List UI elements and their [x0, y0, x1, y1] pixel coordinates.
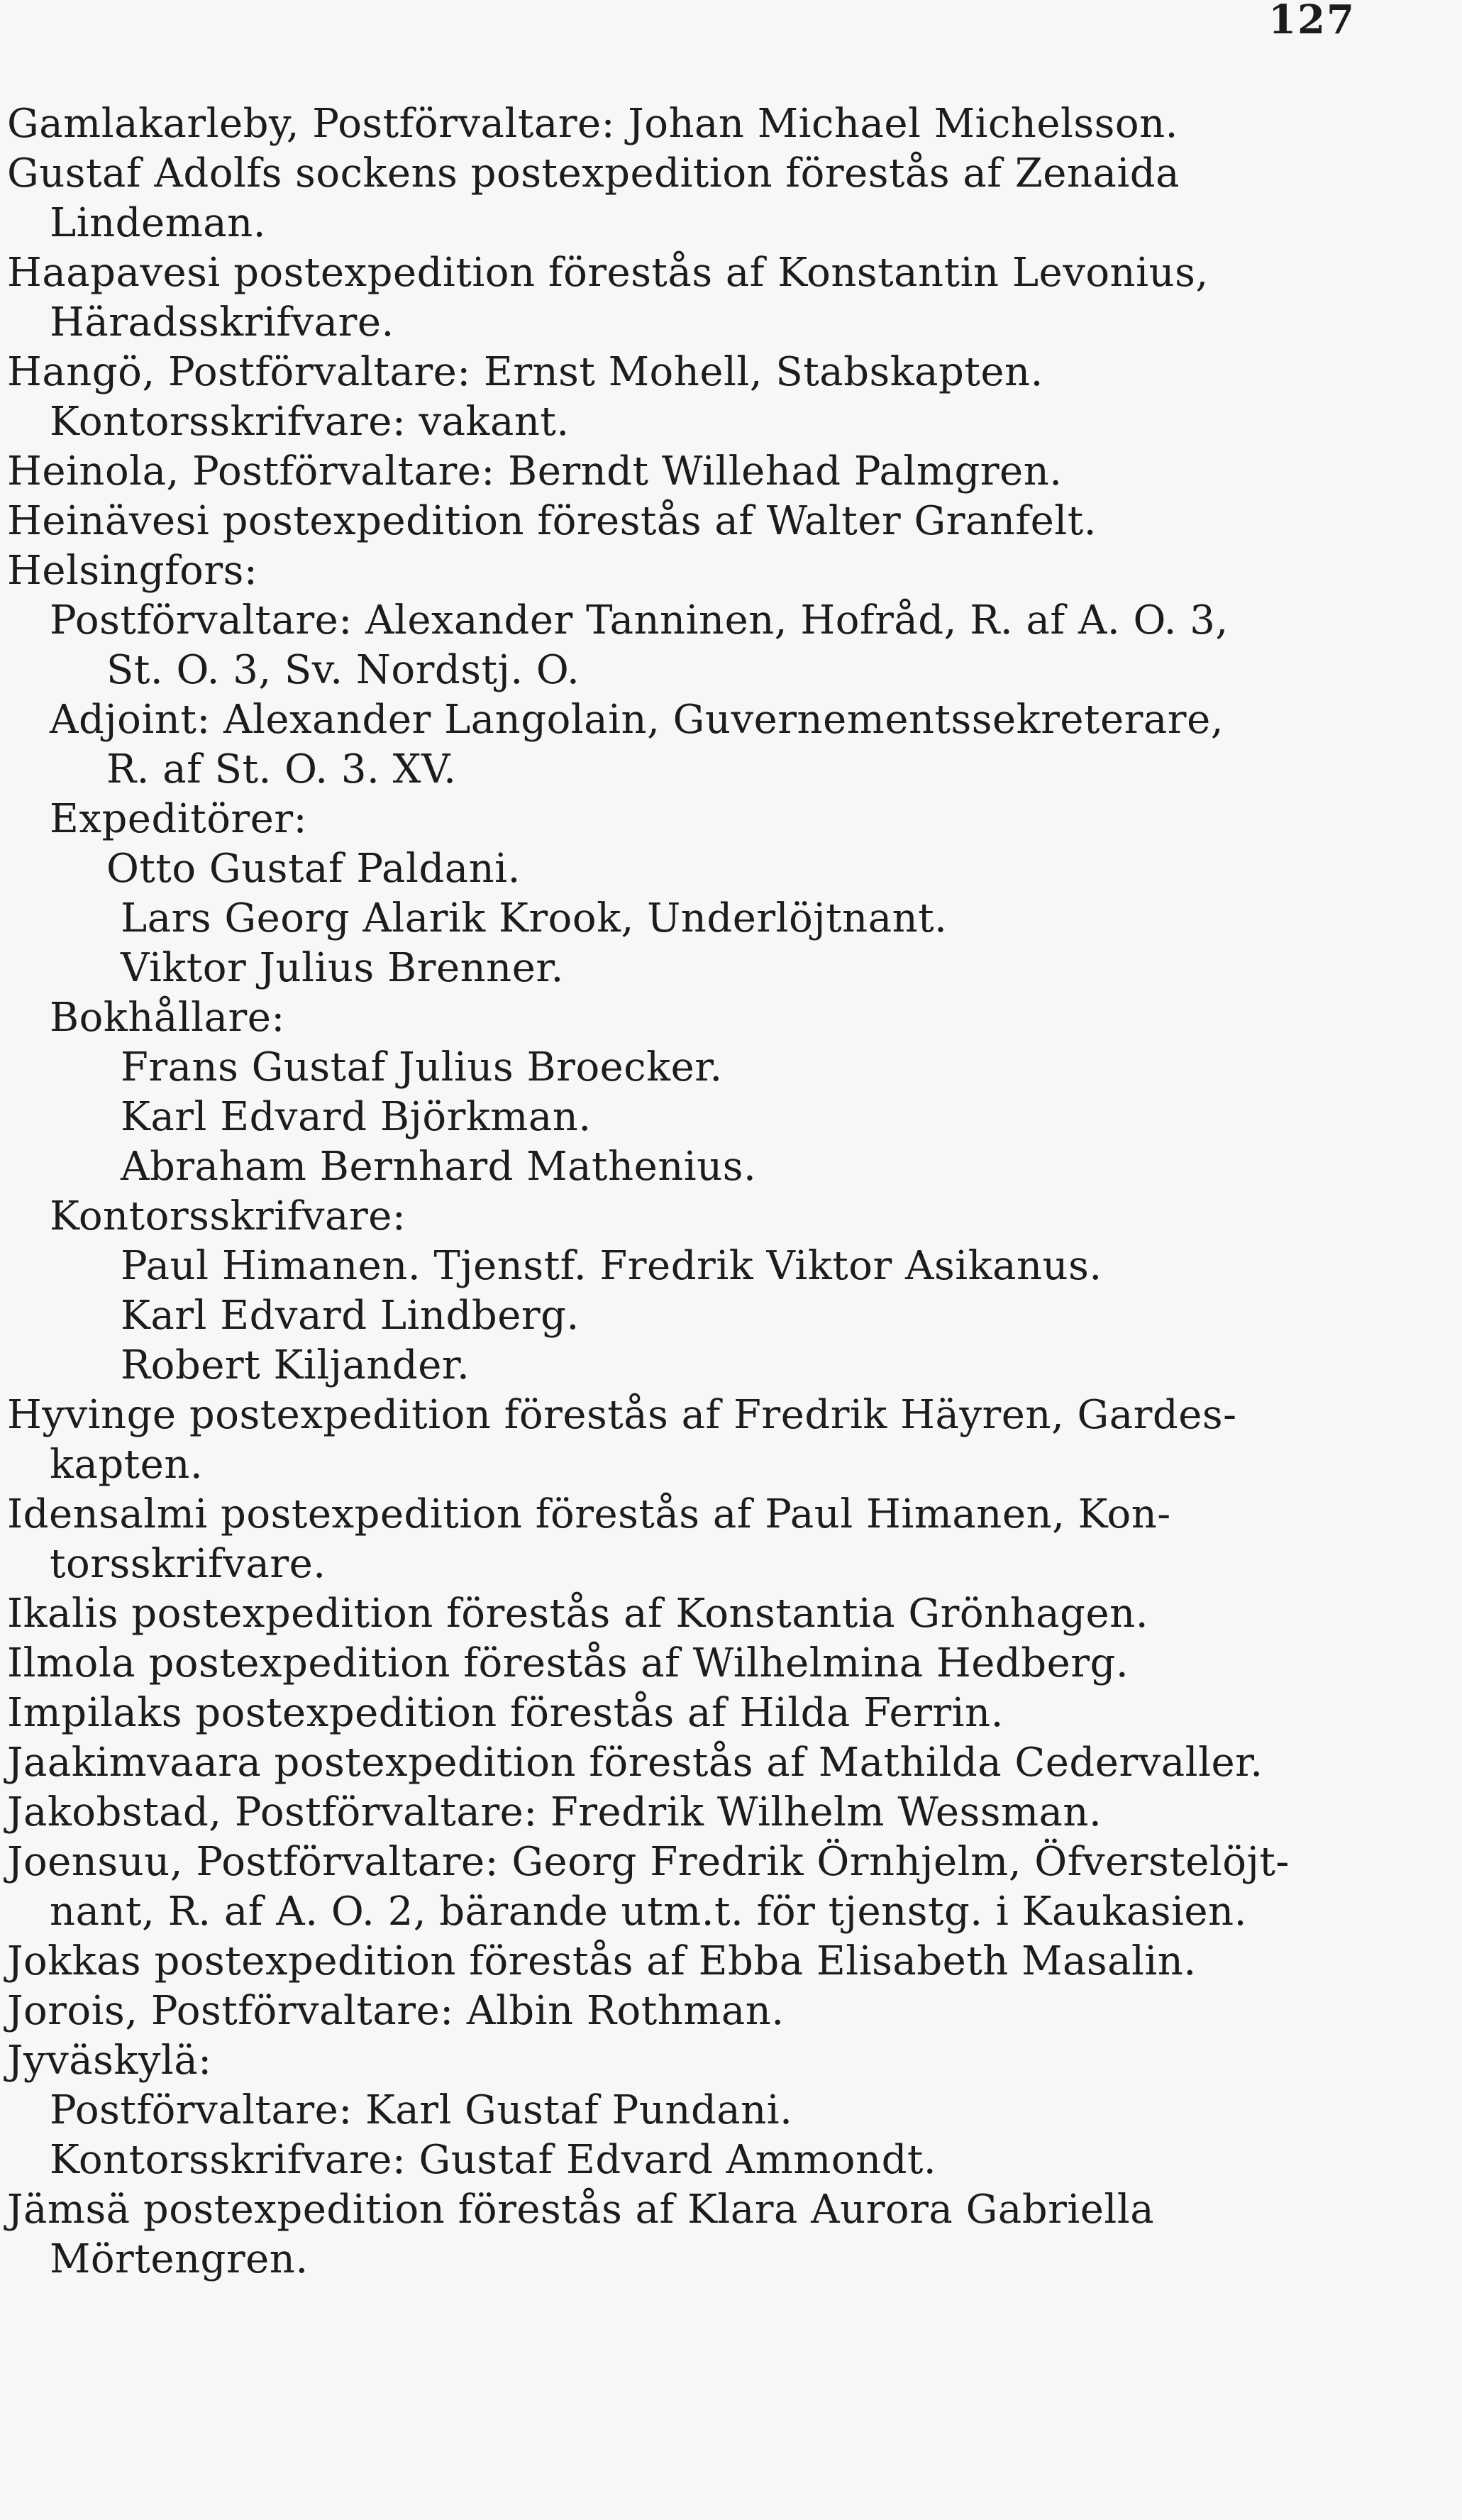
entry-impilaks: Impilaks postexpedition förestås af Hilda Ferrin.	[7, 1690, 1004, 1736]
entry-heinavesi: Heinävesi postexpedition förestås af Walter Granfelt.	[7, 498, 1097, 544]
bokhallare-item: Abraham Bernhard Mathenius.	[121, 1144, 757, 1190]
entry-joensuu-cont: nant, R. af A. O. 2, bärande utm.t. för tjenstg. i Kaukasien.	[50, 1889, 1247, 1935]
helsingfors-expeditorer-heading: Expeditörer:	[50, 796, 307, 842]
helsingfors-adjoint-cont: R. af St. O. 3. XV.	[106, 746, 457, 792]
kontorsskrifvare-item: Paul Himanen. Tjenstf. Fredrik Viktor Asikanus.	[121, 1243, 1102, 1289]
entry-idensalmi-cont: torsskrifvare.	[50, 1541, 326, 1587]
expeditor-item: Viktor Julius Brenner.	[121, 945, 564, 991]
bokhallare-item: Karl Edvard Björkman.	[121, 1094, 592, 1140]
entry-gustaf-adolfs: Gustaf Adolfs sockens postexpedition förestås af Zenaida	[7, 150, 1180, 197]
entry-jorois: Jorois, Postförvaltare: Albin Rothman.	[7, 1988, 785, 2034]
helsingfors-postforvaltare-cont: St. O. 3, Sv. Nordstj. O.	[106, 647, 580, 693]
entry-joensuu: Joensuu, Postförvaltare: Georg Fredrik Örnhjelm, Öfverstelöjt-	[7, 1839, 1290, 1885]
helsingfors-kontorsskrifvare-heading: Kontorsskrifvare:	[50, 1193, 406, 1239]
page-number: 127	[1268, 0, 1356, 43]
entry-jamsa-cont: Mörtengren.	[50, 2236, 309, 2282]
entry-hyvinge: Hyvinge postexpedition förestås af Fredrik Häyren, Gardes-	[7, 1392, 1237, 1438]
document-body	[7, 99, 1426, 2284]
entry-hango-cont: Kontorsskrifvare: vakant.	[50, 399, 570, 445]
entry-gustaf-adolfs-cont: Lindeman.	[50, 200, 267, 246]
entry-idensalmi: Idensalmi postexpedition förestås af Paul Himanen, Kon-	[7, 1491, 1171, 1537]
entry-jakobstad: Jakobstad, Postförvaltare: Fredrik Wilhelm Wessman.	[7, 1789, 1102, 1835]
entry-jamsa: Jämsä postexpedition förestås af Klara Aurora Gabriella	[7, 2187, 1155, 2233]
entry-jyvaskyla: Jyväskylä:	[7, 2038, 212, 2084]
expeditor-item: Lars Georg Alarik Krook, Underlöjtnant.	[121, 895, 948, 941]
entry-ilmola: Ilmola postexpedition förestås af Wilhelmina Hedberg.	[7, 1640, 1129, 1686]
kontorsskrifvare-item: Robert Kiljander.	[121, 1342, 470, 1388]
helsingfors-postforvaltare: Postförvaltare: Alexander Tanninen, Hofråd, R. af A. O. 3,	[50, 597, 1229, 643]
entry-jaakimvaara: Jaakimvaara postexpedition förestås af Mathilda Cedervaller.	[7, 1740, 1263, 1786]
entry-jokkas: Jokkas postexpedition förestås af Ebba Elisabeth Masalin.	[7, 1938, 1197, 1984]
helsingfors-bokhallare-heading: Bokhållare:	[50, 995, 285, 1041]
entry-hango: Hangö, Postförvaltare: Ernst Mohell, Stabskapten.	[7, 349, 1043, 395]
helsingfors-adjoint: Adjoint: Alexander Langolain, Guvernementssekreterare,	[50, 697, 1224, 743]
entry-haapavesi: Haapavesi postexpedition förestås af Konstantin Levonius,	[7, 250, 1209, 296]
jyvaskyla-kontorsskrifvare: Kontorsskrifvare: Gustaf Edvard Ammondt.	[50, 2137, 937, 2183]
jyvaskyla-postforvaltare: Postförvaltare: Karl Gustaf Pundani.	[50, 2087, 793, 2133]
entry-gamlakarleby: Gamlakarleby, Postförvaltare: Johan Michael Michelsson.	[7, 101, 1178, 147]
entry-heinola: Heinola, Postförvaltare: Berndt Willehad Palmgren.	[7, 448, 1063, 494]
entry-hyvinge-cont: kapten.	[50, 1442, 204, 1488]
expeditor-item: Otto Gustaf Paldani.	[106, 846, 521, 892]
bokhallare-item: Frans Gustaf Julius Broecker.	[121, 1044, 723, 1090]
kontorsskrifvare-item: Karl Edvard Lindberg.	[121, 1293, 580, 1339]
entry-haapavesi-cont: Häradsskrifvare.	[50, 299, 394, 346]
entry-ikalis: Ikalis postexpedition förestås af Konstantia Grönhagen.	[7, 1591, 1149, 1637]
entry-helsingfors: Helsingfors:	[7, 548, 258, 594]
